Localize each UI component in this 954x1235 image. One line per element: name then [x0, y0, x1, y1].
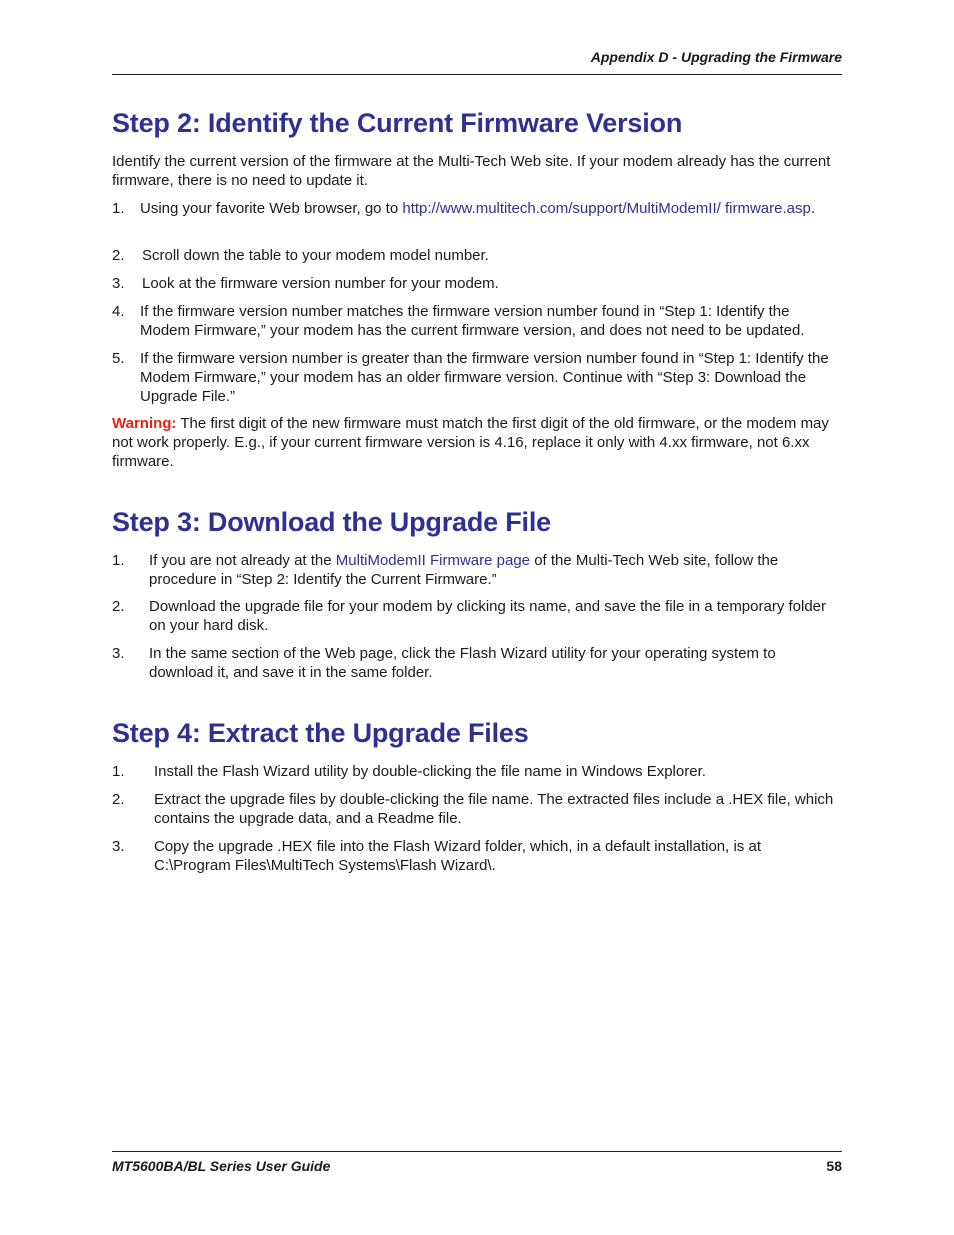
item-text: If the firmware version number is greater than the firmware version number found in “Step 1: Identify the Modem Firmware,” your modem has an older firmware version. Continue with “Step 3: Download the Upgrade File.” [140, 350, 829, 405]
item-text: Install the Flash Wizard utility by double-clicking the file name in Windows Explorer. [154, 763, 706, 780]
item-text: If you are not already at the MultiModemII Firmware page of the Multi-Tech Web site, follow the procedure in “Step 2: Identify the Current Firmware.” [149, 552, 779, 588]
list-item [112, 199, 838, 218]
item-text: Look at the firmware version number for your modem. [142, 275, 499, 292]
item-number: 1. [112, 763, 125, 780]
item-number: 5. [112, 350, 125, 367]
footer-guide-title: MT5600BA/BL Series User Guide [112, 1158, 331, 1174]
step4-heading: Step 4: Extract the Upgrade Files [112, 718, 529, 748]
list-item [112, 349, 838, 406]
item-text: Copy the upgrade .HEX file into the Flash Wizard folder, which, in a default installation, is at C:\Program Files\MultiTech Systems\Flash Wizard\. [154, 838, 761, 874]
item-number: 3. [112, 838, 125, 855]
item-number: 2. [112, 791, 125, 808]
item-text: Download the upgrade file for your modem by clicking its name, and save the file in a temporary folder on your hard disk. [149, 598, 827, 634]
warning-note: Warning: The first digit of the new firmware must match the first digit of the old firmware, or the modem may not work properly. E.g., if your current firmware version is 4.16, replace it only with 4.xx firmware, not 6.xx firmware. [112, 415, 829, 470]
item-text: If the firmware version number matches the firmware version number found in “Step 1: Identify the Modem Firmware,” your modem has the current firmware version, and does not need to be updated. [140, 303, 805, 339]
list-item [112, 762, 838, 781]
list-item [112, 644, 838, 682]
item-number: 3. [112, 645, 125, 662]
list-item [112, 302, 838, 340]
item-number: 3. [112, 275, 125, 292]
item-number: 4. [112, 303, 125, 320]
step3-heading: Step 3: Download the Upgrade File [112, 507, 551, 537]
header-rule [112, 74, 842, 75]
list-item [112, 597, 838, 635]
item-text: Extract the upgrade files by double-clicking the file name. The extracted files include a .HEX file, which contains the upgrade data, and a Readme file. [154, 791, 834, 827]
footer-rule [112, 1151, 842, 1152]
list-item [112, 274, 838, 293]
item-text: In the same section of the Web page, click the Flash Wizard utility for your operating system to download it, and save it in the same folder. [149, 645, 776, 681]
firmware-url-link[interactable]: http://www.multitech.com/support/MultiModemII/ firmware.asp [402, 200, 811, 217]
step2-heading: Step 2: Identify the Current Firmware Version [112, 108, 683, 138]
page-number: 58 [826, 1158, 842, 1174]
list-item [112, 790, 838, 828]
item-text: Scroll down the table to your modem model number. [142, 247, 489, 264]
firmware-page-link[interactable]: MultiModemII Firmware page [335, 552, 531, 569]
warning-label: Warning: [112, 415, 177, 432]
item-number: 2. [112, 598, 125, 615]
item-number: 2. [112, 247, 125, 264]
list-item [112, 837, 838, 875]
running-header: Appendix D - Upgrading the Firmware [590, 49, 842, 65]
list-item [112, 551, 838, 589]
item-text: Using your favorite Web browser, go to http://www.multitech.com/support/MultiModemII/ firmware.asp. [140, 200, 815, 217]
item-number: 1. [112, 200, 125, 217]
step2-intro: Identify the current version of the firmware at the Multi-Tech Web site. If your modem already has the current firmware, there is no need to update it. [112, 153, 831, 189]
item-number: 1. [112, 552, 125, 569]
list-item [112, 246, 838, 265]
